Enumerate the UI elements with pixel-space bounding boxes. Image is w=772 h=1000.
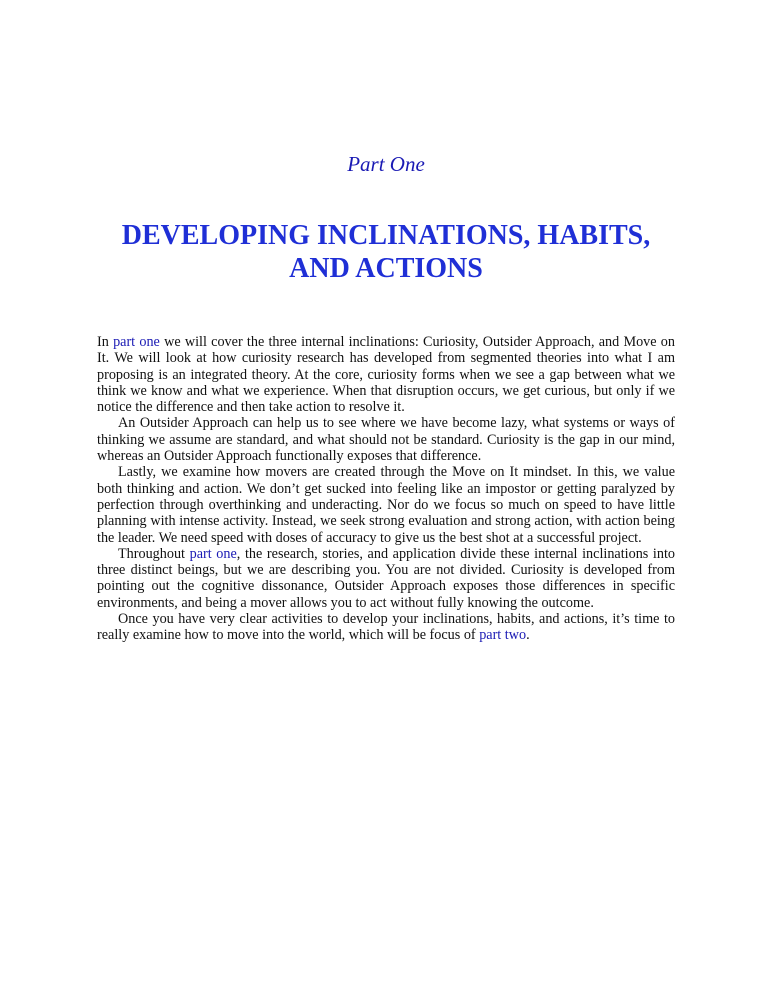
paragraph-move-on-it: Lastly, we examine how movers are created through the Move on It mindset. In this, we value both thinking and action. We don’t get sucked into feeling like an impostor or getting paralyzed by perfection through overthinking and underacting. Nor do we focus so much on speed to have little planning with intense activity. Instead, we seek strong evaluation and strong action, with action being the leader. We need speed with doses of accuracy to give us the best shot at a successful project. <box>97 464 675 546</box>
paragraph-text: Once you have very clear activities to develop your inclinations, habits, and actions, it’s time to really examine how to move into the world, which will be focus of <box>97 611 675 644</box>
paragraph-text: In <box>97 334 114 350</box>
part-one-link[interactable]: part one <box>113 334 160 350</box>
part-one-link[interactable]: part one <box>189 545 237 562</box>
paragraph-text: , the research, stories, and application divide these internal inclinations into three distinct beings, but we are describing you. You are not divided. Curiosity is developed from pointing out the cognitive dissonance, Outsider Approach exposes those differences in specific environments, and being a mover allows you to act without fully knowing the outcome. <box>97 545 676 611</box>
paragraph-text: we will cover the three internal inclinations: Curiosity, Outsider Approach, and Move on It. We will look at how curiosity research has developed from segmented theories into what I am proposing is an integrated theory. At the core, curiosity forms when we see a gap between what we think we know and what we experience. When that disruption occurs, we get curious, but only if we notice the difference and then take action to resolve it. <box>97 334 675 416</box>
part-two-link[interactable]: part two <box>479 627 527 644</box>
body-text <box>97 334 675 644</box>
part-title: DEVELOPING INCLINATIONS, HABITS, AND ACTIONS <box>121 220 651 284</box>
paragraph-conclusion <box>97 611 675 644</box>
part-label: Part One <box>347 152 425 176</box>
paragraph-text: . <box>526 627 530 644</box>
paragraph-throughout <box>97 546 675 611</box>
paragraph-text: Throughout <box>118 545 190 562</box>
paragraph-outsider-approach: An Outsider Approach can help us to see where we have become lazy, what systems or ways of thinking we assume are standard, and what should not be standard. Curiosity is the gap in our mind, whereas an Outsider Approach functionally exposes that difference. <box>97 415 675 465</box>
paragraph-intro <box>97 334 675 415</box>
